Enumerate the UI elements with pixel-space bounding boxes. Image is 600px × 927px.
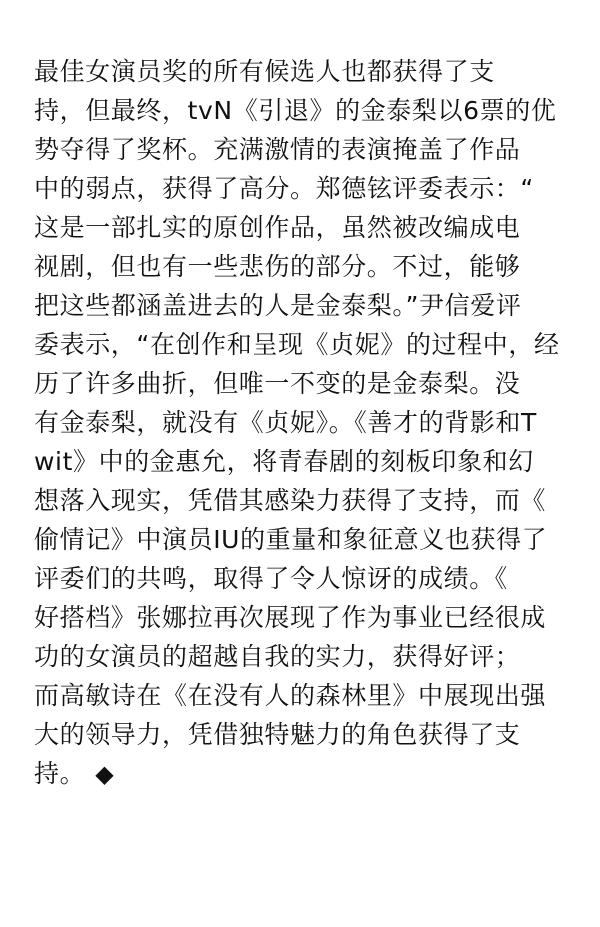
text-line: 把这些都涵盖进去的人是金泰梨。”尹信爱评 bbox=[34, 291, 522, 320]
article-body bbox=[34, 52, 574, 793]
text-line: 势夺得了奖杯。充满激情的表演掩盖了作品 bbox=[34, 135, 521, 164]
text-line: 持。 bbox=[34, 759, 86, 788]
text-line: 历了许多曲折，但唯一不变的是金泰梨。没 bbox=[34, 369, 521, 398]
text-line: 而高敏诗在《在没有人的森林里》中展现出强 bbox=[34, 681, 547, 710]
last-line bbox=[34, 754, 574, 793]
text-line: 中的弱点，获得了高分。郑德铉评委表示：“ bbox=[34, 174, 534, 203]
text-line: 功的女演员的超越自我的实力，获得好评； bbox=[34, 642, 521, 671]
text-line: 视剧，但也有一些悲伤的部分。不过，能够 bbox=[34, 252, 521, 281]
text-line: 委表示，“在创作和呈现《贞妮》的过程中，经 bbox=[34, 330, 560, 359]
text-line: 有金泰梨，就没有《贞妮》。《善才的背影和T bbox=[34, 408, 537, 437]
text-line: 最佳女演员奖的所有候选人也都获得了支 bbox=[34, 57, 495, 86]
text-line: 这是一部扎实的原创作品，虽然被改编成电 bbox=[34, 213, 521, 242]
text-line: 好搭档》张娜拉再次展现了作为事业已经很成 bbox=[34, 603, 547, 632]
text-line: 偷情记》中演员IU的重量和象征意义也获得了 bbox=[34, 525, 548, 554]
text-line: 大的领导力，凭借独特魅力的角色获得了支 bbox=[34, 720, 521, 749]
text-line: 想落入现实，凭借其感染力获得了支持，而《 bbox=[34, 486, 547, 515]
text-line: 评委们的共鸣，取得了令人惊讶的成绩。《 bbox=[34, 564, 508, 593]
text-line: 持，但最终，tvN《引退》的金泰梨以6票的优 bbox=[34, 96, 557, 125]
text-line: wit》中的金惠允，将青春剧的刻板印象和幻 bbox=[34, 447, 534, 476]
end-diamond-icon: ◆ bbox=[95, 760, 115, 788]
